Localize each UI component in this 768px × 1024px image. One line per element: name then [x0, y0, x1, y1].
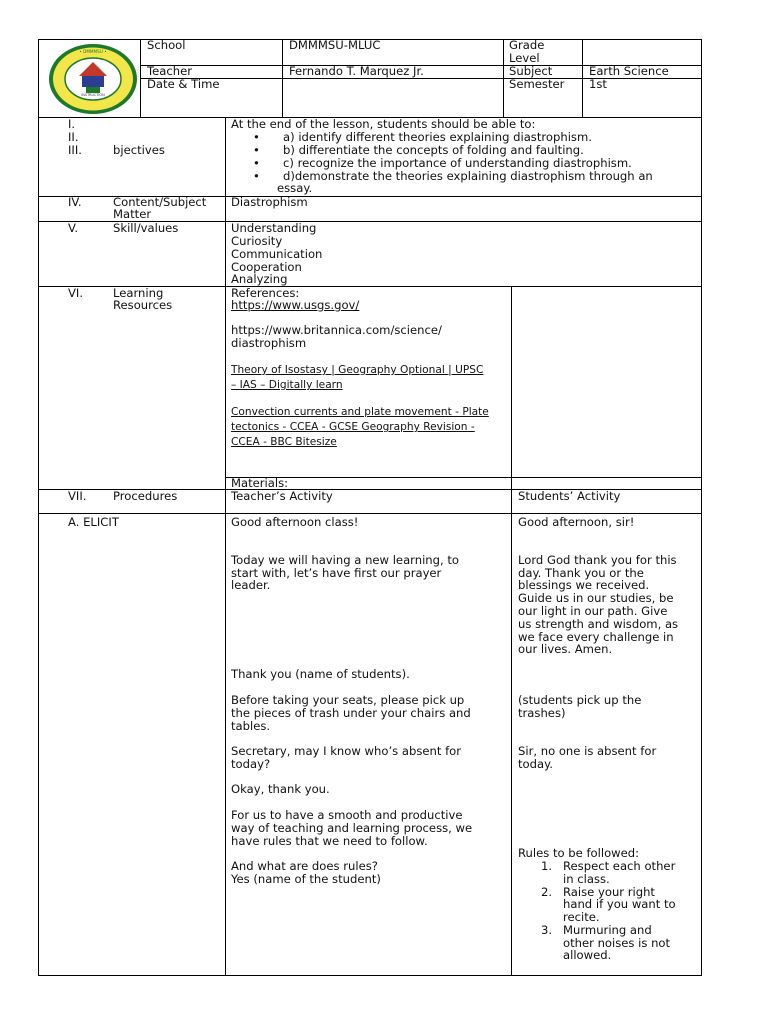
- content-number: IV.: [68, 195, 82, 209]
- student-line: today.: [518, 757, 553, 771]
- reference-link-bbc-3[interactable]: CCEA - BBC Bitesize: [231, 436, 337, 448]
- teacher-line: leader.: [231, 578, 271, 592]
- teacher-line: Before taking your seats, please pick up: [231, 693, 465, 707]
- skill-item: Understanding: [231, 221, 317, 235]
- rule-text: allowed.: [563, 948, 612, 962]
- header-row-line: [140, 78, 701, 79]
- student-line: (students pick up the: [518, 693, 642, 707]
- table-right-border: [701, 39, 702, 975]
- student-line: Lord God thank you for this: [518, 553, 677, 567]
- procedures-label: Procedures: [113, 489, 178, 503]
- label-column-divider: [225, 117, 226, 975]
- section-number-3: III.: [68, 143, 82, 157]
- reference-link-bbc[interactable]: Convection currents and plate movement - Plate: [231, 406, 489, 418]
- datetime-label: Date & Time: [147, 77, 220, 91]
- reference-link-isostasy[interactable]: Theory of Isostasy | Geography Optional | UPSC: [231, 364, 484, 376]
- reference-link-britannica[interactable]: https://www.britannica.com/science/: [231, 323, 442, 337]
- rule-text: hand if you want to: [563, 897, 676, 911]
- content-value: Diastrophism: [231, 195, 308, 209]
- rule-text: other noises is not: [563, 936, 671, 950]
- references-label: References:: [231, 286, 300, 300]
- elicit-label: A. ELICIT: [68, 515, 119, 529]
- objective-item: • a) identify different theories explaining diastrophism.: [253, 131, 693, 144]
- rule-text: Murmuring and: [563, 923, 652, 937]
- teacher-line: Today we will having a new learning, to: [231, 553, 460, 567]
- subject-value: Earth Science: [589, 64, 669, 78]
- teacher-line: tables.: [231, 719, 271, 733]
- subject-label: Subject: [509, 64, 553, 78]
- skill-item: Analyzing: [231, 272, 288, 286]
- teacher-line: Okay, thank you.: [231, 782, 330, 796]
- skill-item: Cooperation: [231, 260, 302, 274]
- objective-item: • d)demonstrate the theories explaining diastrophism through an: [253, 170, 693, 183]
- student-line: day. Thank you or the: [518, 566, 644, 580]
- teacher-line: And what are does rules?: [231, 859, 378, 873]
- teacher-value: Fernando T. Marquez Jr.: [289, 64, 424, 78]
- teacher-line: Secretary, may I know who’s absent for: [231, 744, 462, 758]
- teacher-line: Yes (name of the student): [231, 872, 381, 886]
- materials-label: Materials:: [231, 476, 289, 490]
- resources-label-2: Resources: [113, 298, 173, 312]
- teacher-line: Thank you (name of students).: [231, 667, 410, 681]
- table-bottom-border: [38, 975, 702, 976]
- student-line: blessings we received.: [518, 578, 650, 592]
- rule-text: recite.: [563, 910, 600, 924]
- table-left-border: [38, 39, 39, 975]
- objective-item: • c) recognize the importance of understanding diastrophism.: [253, 157, 693, 170]
- reference-link-bbc-2[interactable]: tectonics - CCEA - GCSE Geography Revision -: [231, 421, 475, 433]
- teacher-line: way of teaching and learning process, we: [231, 821, 473, 835]
- student-line: Good afternoon, sir!: [518, 515, 635, 529]
- objective-item-continuation: essay.: [277, 181, 313, 195]
- student-line: we face every challenge in: [518, 630, 674, 644]
- objectives-label: bjectives: [113, 143, 165, 157]
- rule-number: 2.: [541, 885, 553, 899]
- grade-label: Grade: [509, 38, 545, 52]
- teacher-line: Good afternoon class!: [231, 515, 359, 529]
- teacher-line: have rules that we need to follow.: [231, 834, 428, 848]
- rule-text: Raise your right: [563, 885, 655, 899]
- objectives-list: [253, 131, 693, 183]
- section-number-2: II.: [68, 130, 79, 144]
- student-activity-header: Students’ Activity: [518, 489, 621, 503]
- teacher-label: Teacher: [147, 64, 192, 78]
- reference-link-usgs[interactable]: https://www.usgs.gov/: [231, 298, 360, 312]
- rule-text: Respect each other: [563, 859, 676, 873]
- rule-text: in class.: [563, 872, 610, 886]
- resources-label: Learning: [113, 286, 164, 300]
- content-label-2: Matter: [113, 207, 152, 221]
- rule-number: 1.: [541, 859, 553, 873]
- teacher-line: the pieces of trash under your chairs and: [231, 706, 471, 720]
- svg-text:• DMMMSU •: • DMMMSU •: [79, 49, 107, 54]
- grade-label-2: Level: [509, 51, 540, 65]
- skills-number: V.: [68, 221, 79, 235]
- student-line: trashes): [518, 706, 566, 720]
- student-line: Guide us in our studies, be: [518, 591, 674, 605]
- student-line: Sir, no one is absent for: [518, 744, 657, 758]
- procedures-number: VII.: [68, 489, 87, 503]
- reference-link-isostasy-2[interactable]: – IAS – Digitally learn: [231, 379, 343, 391]
- skills-label: Skill/values: [113, 221, 179, 235]
- teacher-activity-header: Teacher’s Activity: [231, 489, 333, 503]
- section-number-1: I.: [68, 117, 76, 131]
- school-value: DMMMSU-MLUC: [289, 38, 381, 52]
- student-line: us strength and wisdom, as: [518, 617, 679, 631]
- content-label: Content/Subject: [113, 195, 207, 209]
- row-line: [38, 513, 702, 514]
- objective-item: • b) differentiate the concepts of folding and faulting.: [253, 144, 693, 157]
- resources-number: VI.: [68, 286, 84, 300]
- semester-value: 1st: [589, 77, 607, 91]
- university-seal: [47, 42, 139, 116]
- teacher-line: For us to have a smooth and productive: [231, 808, 463, 822]
- rules-label: Rules to be followed:: [518, 846, 640, 860]
- student-line: our lives. Amen.: [518, 642, 613, 656]
- svg-text:INSTRUCTION: INSTRUCTION: [81, 93, 105, 97]
- skill-item: Curiosity: [231, 234, 283, 248]
- objectives-intro: At the end of the lesson, students should be able to:: [231, 117, 536, 131]
- teacher-line: today?: [231, 757, 271, 771]
- student-line: our light in our path. Give: [518, 604, 668, 618]
- activity-column-divider: [511, 286, 512, 975]
- school-label: School: [147, 38, 186, 52]
- skill-item: Communication: [231, 247, 323, 261]
- teacher-line: start with, let’s have first our prayer: [231, 566, 442, 580]
- rule-number: 3.: [541, 923, 553, 937]
- reference-link-britannica-2[interactable]: diastrophism: [231, 336, 307, 350]
- semester-label: Semester: [509, 77, 565, 91]
- row-line: [225, 477, 702, 478]
